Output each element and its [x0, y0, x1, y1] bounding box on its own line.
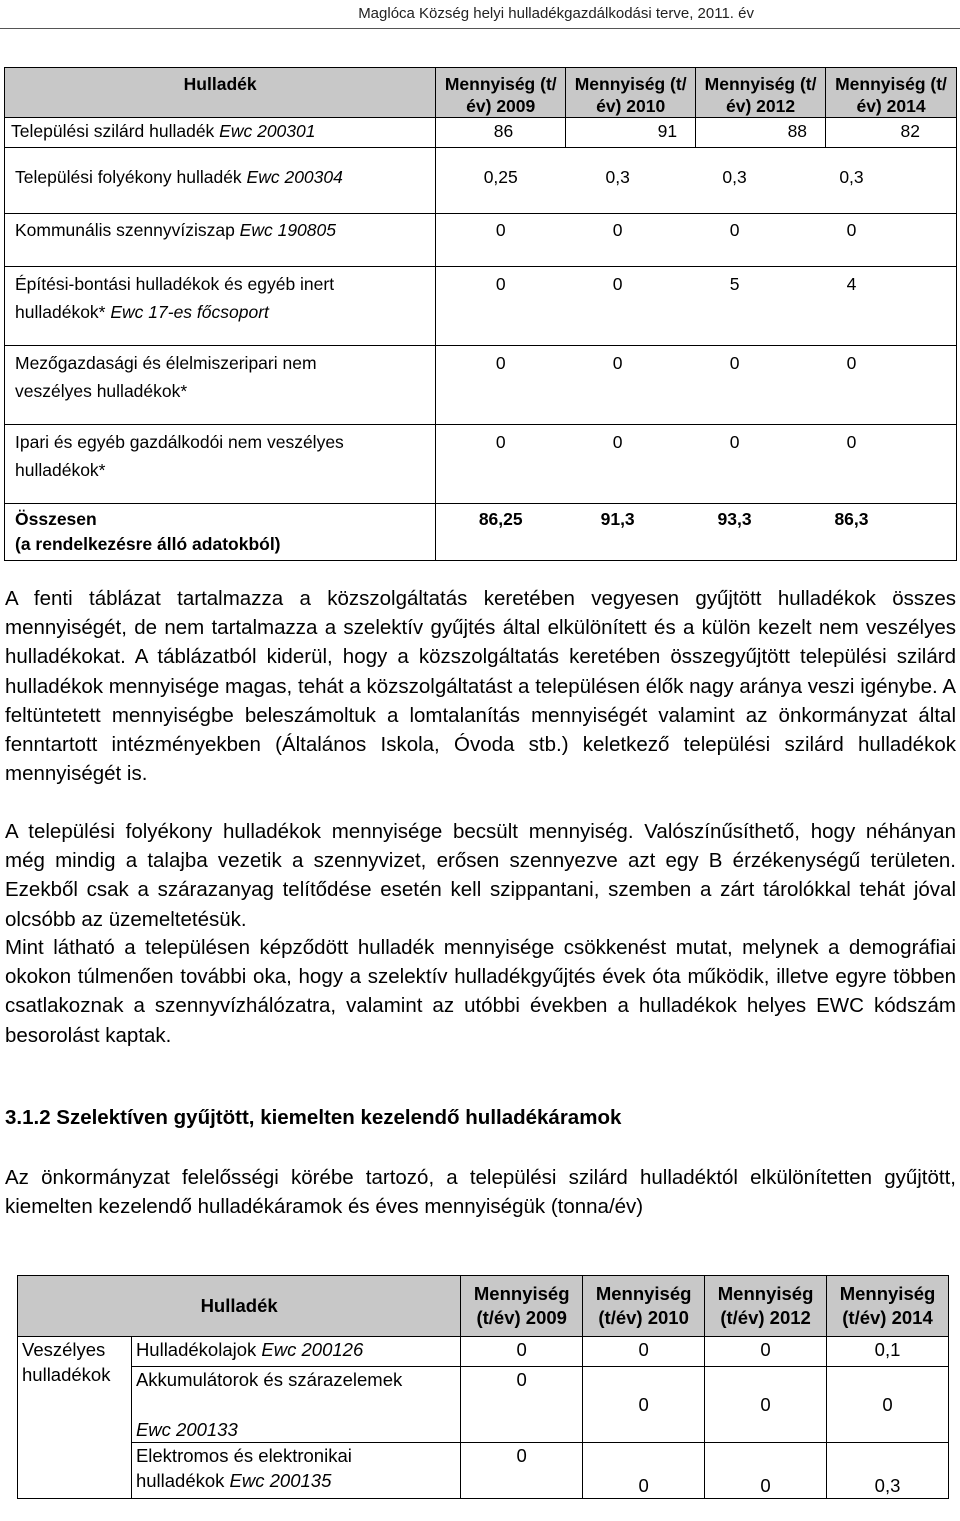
cell-value: 0: [827, 1367, 949, 1443]
cell-value: 0: [846, 432, 857, 452]
cell-value: 0: [846, 220, 857, 240]
cell-value: 0: [612, 220, 623, 240]
cell-value: 0,3: [605, 167, 630, 187]
cell-value: 0: [612, 432, 623, 452]
cell-value: 0: [495, 274, 506, 294]
cell-value: 82: [826, 118, 957, 148]
cell-value: 86,25: [478, 509, 523, 529]
row-values: [436, 148, 957, 214]
column-header: Mennyiség (t/év) 2009: [461, 1276, 583, 1337]
cell-value: 86: [436, 118, 566, 148]
table-row: [5, 118, 957, 148]
column-header: Mennyiség (t/év) 2010: [583, 1276, 705, 1337]
cell-value: 0: [705, 1337, 827, 1367]
cell-value: 0: [495, 220, 506, 240]
table-row: [18, 1367, 949, 1443]
table-row: [5, 425, 957, 504]
row-label: Települési szilárd hulladék Ewc 200301: [5, 118, 436, 148]
row-label: Elektromos és elektronikai hulladékok Ewc 200135: [131, 1443, 460, 1499]
cell-value: 0: [583, 1443, 705, 1499]
table-total-row: [5, 504, 957, 561]
cell-value: 0,3: [722, 167, 747, 187]
cell-value: 0: [461, 1337, 583, 1367]
cell-value: 0: [495, 353, 506, 373]
cell-value: 0: [729, 220, 740, 240]
header-divider: [0, 28, 960, 29]
cell-value: 0: [846, 353, 857, 373]
cell-value: 0,25: [483, 167, 518, 187]
row-values: [436, 425, 957, 504]
table-row: [5, 214, 957, 267]
paragraph: A települési folyékony hulladékok mennyisége becsült mennyiség. Valószínűsíthető, hogy néhányan még mindig a talajba vezetik a szennyvizet, erősen szennyezve azt egy B érzékenységű területen. Ezekből csak a szárazanyag telítődése esetén kell szippantani, szemben a zárt tárolókkal tehát jóval olcsóbb az üzemeltetésük.: [5, 820, 956, 931]
page-header: Maglóca Község helyi hulladékgazdálkodási terve, 2011. év: [358, 5, 754, 22]
row-values: [436, 267, 957, 346]
cell-value: 0: [705, 1367, 827, 1443]
cell-value: 88: [696, 118, 826, 148]
table-row: [5, 346, 957, 425]
paragraph: Mint látható a településen képződött hulladék mennyisége csökkenést mutat, melynek a demográfiai okokon túlmenően további oka, hogy a szelektív hulladékgyűjtés évek óta működik, illetve egyre többen csatlakoznak a szennyvízhálózatra, valamint az utóbbi években a hulladékok helyes EWC kódszám besorolást kaptak.: [5, 936, 956, 1047]
cell-value: 0: [612, 353, 623, 373]
cell-value: 0: [705, 1443, 827, 1499]
row-label: Ipari és egyéb gazdálkodói nem veszélyes hulladékok*: [5, 425, 436, 504]
cell-value: 93,3: [717, 509, 752, 529]
table-row: [18, 1337, 949, 1367]
waste-quantity-table: [4, 67, 957, 561]
cell-value: 0: [729, 353, 740, 373]
column-header: Mennyiség (t/év) 2012: [696, 68, 826, 118]
column-header: Mennyiség (t/év) 2012: [705, 1276, 827, 1337]
cell-value: 86,3: [834, 509, 869, 529]
row-values: [436, 504, 957, 561]
row-label: Települési folyékony hulladék Ewc 200304: [5, 148, 436, 214]
cell-value: 0: [583, 1337, 705, 1367]
cell-value: 0: [729, 432, 740, 452]
table-row: [5, 267, 957, 346]
column-header: Mennyiség (t/év) 2014: [827, 1276, 949, 1337]
cell-value: 0: [461, 1367, 583, 1443]
cell-value: 0: [583, 1367, 705, 1443]
column-header: Mennyiség (t/év) 2009: [436, 68, 566, 118]
cell-value: 5: [729, 274, 740, 294]
cell-value: 91,3: [600, 509, 635, 529]
row-label: Kommunális szennyvíziszap Ewc 190805: [5, 214, 436, 267]
row-label: Összesen (a rendelkezésre álló adatokból): [5, 504, 436, 561]
cell-value: 0: [461, 1443, 583, 1499]
row-label: Mezőgazdasági és élelmiszeripari nem veszélyes hulladékok*: [5, 346, 436, 425]
paragraph: A fenti táblázat tartalmazza a közszolgáltatás keretében vegyesen gyűjtött hulladékok összes mennyiségét, de nem tartalmazza a szelektív gyűjtés által elkülönített és a külön kezelt nem veszélyes hulladékokat. A táblázatból kiderül, hogy a közszolgáltatás keretében összegyűjtött települési szilárd hulladékok mennyisége magas, tehát a közszolgáltatást a településen élők nagy aránya veszi igénybe. A feltüntetett mennyiségbe beleszámoltuk a lomtalanítás mennyiségét valamint az önkormányzat által fenntartott intézményekben (Általános Iskola, Óvoda stb.) keletkező települési szilárd hulladékok mennyiségét is.: [5, 587, 956, 786]
row-label: Hulladékolajok Ewc 200126: [131, 1337, 460, 1367]
row-values: [436, 346, 957, 425]
table-header-row: [5, 68, 957, 118]
cell-value: 0,3: [839, 167, 864, 187]
group-label: Veszélyes hulladékok: [18, 1337, 132, 1499]
table-row: [18, 1443, 949, 1499]
cell-value: 0,3: [827, 1443, 949, 1499]
section-heading: 3.1.2 Szelektíven gyűjtött, kiemelten kezelendő hulladékáramok: [5, 1106, 622, 1129]
cell-value: 0: [495, 432, 506, 452]
cell-value: 91: [566, 118, 696, 148]
column-header: Mennyiség (t/év) 2010: [566, 68, 696, 118]
hazardous-waste-table: [17, 1275, 949, 1499]
cell-value: 0,1: [827, 1337, 949, 1367]
table-row: [5, 148, 957, 214]
row-label: Akkumulátorok és szárazelemek Ewc 200133: [131, 1367, 460, 1443]
row-label: Építési-bontási hulladékok és egyéb inert hulladékok* Ewc 17-es főcsoport: [5, 267, 436, 346]
row-values: [436, 214, 957, 267]
paragraph: Az önkormányzat felelősségi körébe tartozó, a települési szilárd hulladéktól elkülönítetten gyűjtött, kiemelten kezelendő hulladékáramok és éves mennyiségük (tonna/év): [5, 1166, 956, 1219]
column-header: Hulladék: [5, 68, 436, 118]
table-header-row: [18, 1276, 949, 1337]
cell-value: 4: [846, 274, 857, 294]
column-header: Hulladék: [18, 1276, 461, 1337]
cell-value: 0: [612, 274, 623, 294]
column-header: Mennyiség (t/év) 2014: [826, 68, 957, 118]
